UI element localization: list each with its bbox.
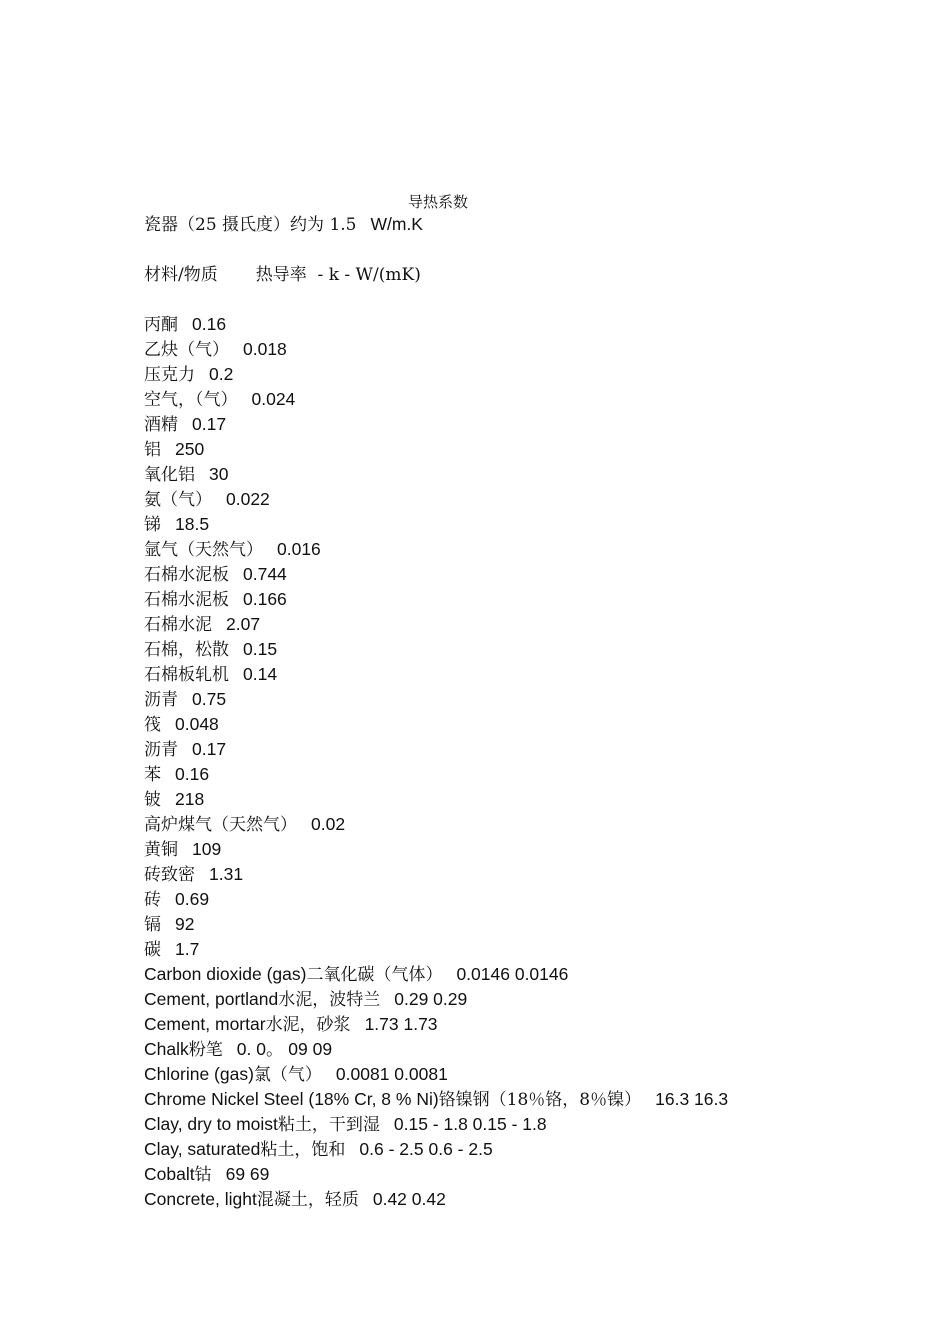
conductivity-value: 0.0081 0.0081 <box>335 1064 448 1084</box>
conductivity-value: 0.17 <box>192 414 227 434</box>
list-item <box>144 1087 934 1112</box>
material-name: 镉 <box>144 915 161 935</box>
conductivity-value: 0.048 <box>175 714 219 734</box>
list-item <box>144 537 934 562</box>
conductivity-value: 0.75 <box>192 689 227 709</box>
material-name: 筏 <box>144 715 161 735</box>
material-name-en: Cement, mortar <box>144 1014 266 1034</box>
table-header <box>144 262 934 287</box>
material-name: 铬镍钢（18％铬，8％镍） <box>438 1090 642 1110</box>
conductivity-value: 0.016 <box>277 539 321 559</box>
header-conductivity: 热导率 - k - W/(mK) <box>255 265 421 285</box>
list-item <box>144 862 934 887</box>
list-item <box>144 1062 934 1087</box>
conductivity-value: 0.14 <box>243 664 278 684</box>
material-name: 粉笔 <box>188 1040 223 1060</box>
material-name: 粘土，干到湿 <box>277 1115 380 1135</box>
intro-text: 瓷器（25 摄氏度）约为 1.5 <box>144 215 357 235</box>
conductivity-value: 0.29 0.29 <box>394 989 468 1009</box>
list-item <box>144 362 934 387</box>
material-name: 压克力 <box>144 365 195 385</box>
list-item <box>144 562 934 587</box>
material-name: 砖 <box>144 890 161 910</box>
list-item <box>144 612 934 637</box>
material-name: 空气，（气） <box>144 390 238 410</box>
conductivity-value: 0.0146 0.0146 <box>456 964 569 984</box>
list-item <box>144 962 934 987</box>
conductivity-value: 1.7 <box>175 939 200 959</box>
conductivity-value: 0.42 0.42 <box>372 1189 446 1209</box>
material-name: 粘土，饱和 <box>260 1140 346 1160</box>
spacer <box>144 237 934 262</box>
material-name: 二氧化碳（气体） <box>306 965 443 985</box>
material-name-en: Cement, portland <box>144 989 279 1009</box>
material-name-en: Carbon dioxide (gas) <box>144 964 307 984</box>
list-item <box>144 462 934 487</box>
material-name: 水泥，砂浆 <box>265 1015 351 1035</box>
material-name: 砖致密 <box>144 865 195 885</box>
intro-unit: W/m.K <box>370 214 423 234</box>
list-item <box>144 937 934 962</box>
conductivity-value: 0.024 <box>251 389 296 409</box>
list-item <box>144 512 934 537</box>
list-item <box>144 637 934 662</box>
material-name: 氧化铝 <box>144 465 195 485</box>
list-item <box>144 712 934 737</box>
material-name: 丙酮 <box>144 315 178 335</box>
material-name: 石棉水泥 <box>144 615 212 635</box>
list-item <box>144 312 934 337</box>
conductivity-value: 0.2 <box>209 364 234 384</box>
material-name-en: Chlorine (gas) <box>144 1064 254 1084</box>
conductivity-value: 0.15 <box>243 639 278 659</box>
conductivity-value: 69 69 <box>225 1164 270 1184</box>
material-name-en: Clay, saturated <box>144 1139 261 1159</box>
list-item <box>144 737 934 762</box>
list-item <box>144 1012 934 1037</box>
material-name: 碳 <box>144 940 161 960</box>
list-item <box>144 412 934 437</box>
material-name: 氨（气） <box>144 490 212 510</box>
list-item <box>144 1162 934 1187</box>
list-item <box>144 387 934 412</box>
material-name: 铍 <box>144 790 161 810</box>
header-material: 材料/物质 <box>144 265 218 285</box>
list-item <box>144 812 934 837</box>
material-name-en: Concrete, light <box>144 1189 257 1209</box>
material-name: 沥青 <box>144 740 178 760</box>
list-item <box>144 587 934 612</box>
conductivity-value: 0.6 - 2.5 0.6 - 2.5 <box>359 1139 493 1159</box>
document-body <box>144 212 934 1212</box>
list-item <box>144 912 934 937</box>
list-item <box>144 787 934 812</box>
conductivity-value: 1.73 1.73 <box>364 1014 438 1034</box>
material-name: 高炉煤气（天然气） <box>144 815 297 835</box>
list-item <box>144 987 934 1012</box>
list-item <box>144 487 934 512</box>
list-item <box>144 662 934 687</box>
material-name: 沥青 <box>144 690 178 710</box>
material-list <box>144 312 934 1212</box>
material-name: 氩气（天然气） <box>144 540 263 560</box>
conductivity-value: 109 <box>192 839 222 859</box>
material-name: 乙炔（气） <box>144 340 229 360</box>
conductivity-value: 16.3 16.3 <box>655 1089 729 1109</box>
material-name: 铝 <box>144 440 161 460</box>
conductivity-value: 0.69 <box>175 889 210 909</box>
list-item <box>144 762 934 787</box>
conductivity-value: 0.17 <box>192 739 227 759</box>
conductivity-value: 0.16 <box>175 764 210 784</box>
material-name-en: Cobalt <box>144 1164 195 1184</box>
conductivity-value: 1.31 <box>209 864 244 884</box>
material-name-en: Clay, dry to moist <box>144 1114 278 1134</box>
list-item <box>144 1187 934 1212</box>
material-name: 石棉水泥板 <box>144 565 229 585</box>
conductivity-value: 30 <box>209 464 229 484</box>
conductivity-value: 0.022 <box>226 489 270 509</box>
material-name: 石棉板轧机 <box>144 665 229 685</box>
material-name: 水泥，波特兰 <box>278 990 381 1010</box>
list-item <box>144 1112 934 1137</box>
conductivity-value: 0.744 <box>243 564 287 584</box>
material-name: 钴 <box>194 1165 212 1185</box>
material-name-en: Chrome Nickel Steel (18% Cr, 8 % Ni) <box>144 1089 439 1109</box>
material-name: 黄铜 <box>144 840 178 860</box>
material-name: 苯 <box>144 765 161 785</box>
conductivity-value: 0.166 <box>243 589 287 609</box>
conductivity-value: 0.16 <box>192 314 227 334</box>
material-name: 混凝土，轻质 <box>256 1190 359 1210</box>
material-name: 锑 <box>144 515 161 535</box>
conductivity-value: 0.018 <box>243 339 287 359</box>
conductivity-value: 218 <box>175 789 205 809</box>
conductivity-value: 250 <box>175 439 205 459</box>
material-name: 石棉，松散 <box>144 640 229 660</box>
list-item <box>144 337 934 362</box>
list-item <box>144 837 934 862</box>
conductivity-value: 0.15 - 1.8 0.15 - 1.8 <box>393 1114 547 1134</box>
material-name: 酒精 <box>144 415 178 435</box>
material-name: 氯（气） <box>253 1065 322 1085</box>
conductivity-value: 92 <box>175 914 195 934</box>
list-item <box>144 887 934 912</box>
list-item <box>144 437 934 462</box>
intro-line <box>144 212 934 237</box>
material-name: 石棉水泥板 <box>144 590 229 610</box>
list-item <box>144 1037 934 1062</box>
spacer <box>144 287 934 312</box>
list-item <box>144 1137 934 1162</box>
conductivity-value: 0.02 <box>311 814 346 834</box>
conductivity-value: 2.07 <box>226 614 261 634</box>
document-title: 导热系数 <box>407 193 468 211</box>
conductivity-value: 18.5 <box>175 514 210 534</box>
conductivity-value: 0. 0。 09 09 <box>236 1039 333 1059</box>
list-item <box>144 687 934 712</box>
material-name-en: Chalk <box>144 1039 189 1059</box>
